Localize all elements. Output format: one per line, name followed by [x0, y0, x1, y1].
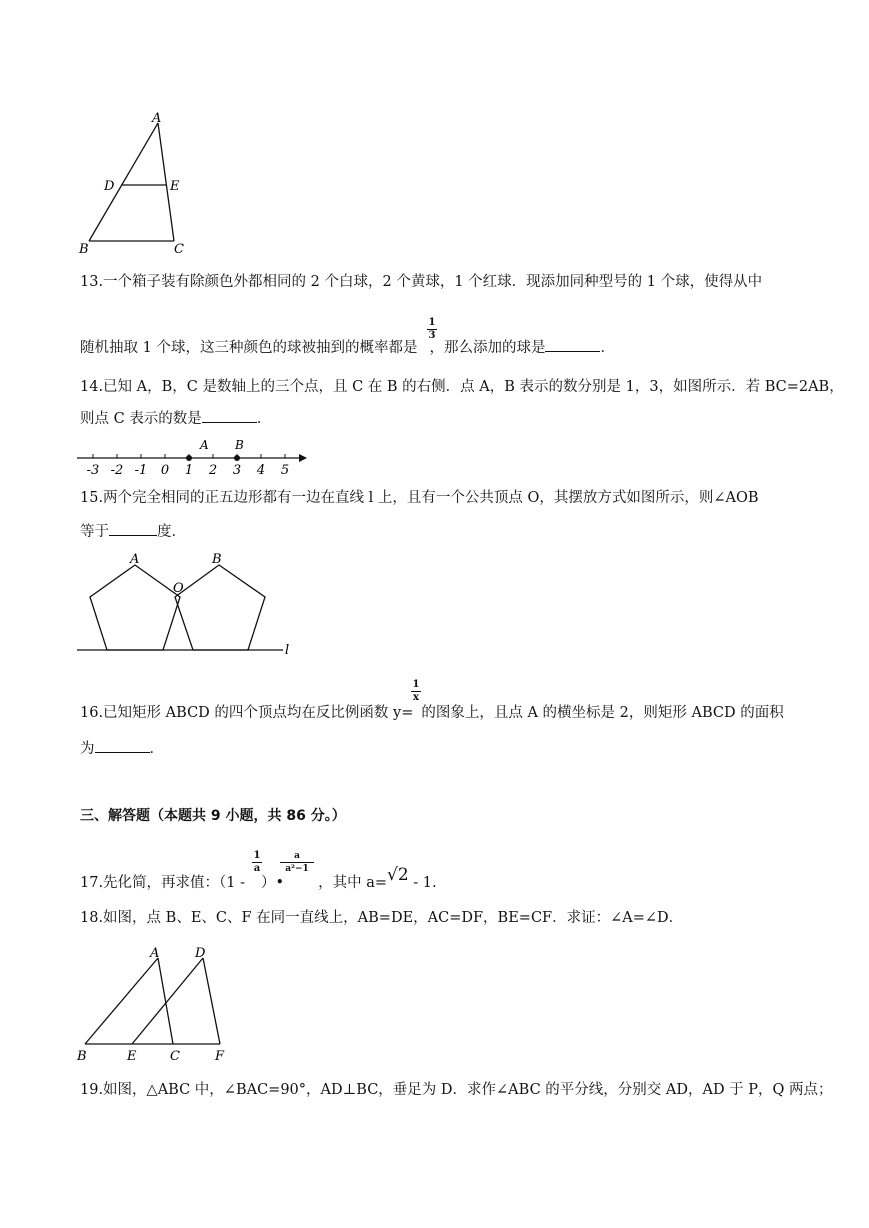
q18-line: 18.如图，点 B、E、C、F 在同一直线上，AB=DE，AC=DF，BE=CF．求证：∠A=∠D． — [80, 910, 684, 926]
q13-line2-text2: ，那么添加的球是 — [429, 340, 546, 356]
q16-line1-text: 16.已知矩形 ABCD 的四个顶点均在反比例函数 y= — [80, 705, 414, 721]
answer-blank[interactable] — [202, 408, 257, 423]
label-b: B — [79, 242, 89, 257]
q17-frac1-num: 1 — [253, 850, 261, 861]
triangles-figure — [70, 940, 240, 1065]
q15-line2-text: 等于 — [80, 524, 109, 540]
q15-line2 — [80, 521, 186, 542]
q16-line2-text: 为 — [80, 741, 95, 757]
label-b: B — [77, 1049, 87, 1064]
q17-fraction-1 — [252, 851, 262, 874]
q17-suffix2: - 1. — [408, 875, 437, 891]
q13-frac-num: 1 — [428, 317, 436, 328]
q19-line: 19.如图，△ABC 中，∠BAC=90°，AD⊥BC，垂足为 D．求作∠ABC 的平分线，分别交 AD，AD 于 P，Q 两点； — [80, 1082, 833, 1098]
point-b-label: B — [235, 438, 244, 452]
label-c: C — [170, 1049, 180, 1064]
q14-period: ． — [256, 411, 272, 427]
q16-line1-text2: 的图象上，且点 A 的横坐标是 2，则矩形 ABCD 的面积 — [421, 705, 784, 721]
label-a: A — [152, 111, 162, 126]
q17-mid: ）• — [261, 875, 285, 891]
q14-line1: 14.已知 A，B，C 是数轴上的三个点，且 C 在 B 的右侧．点 A，B 表示的数分别是 1，3，如图所示．若 BC=2AB， — [80, 379, 844, 395]
label-e: E — [127, 1049, 137, 1064]
label-b: B — [212, 552, 222, 567]
q16-period: ． — [149, 741, 164, 757]
q15-line2-text2: 度． — [157, 524, 186, 540]
tick-label: 4 — [256, 463, 266, 478]
q17-line — [80, 865, 437, 893]
tick-label: -3 — [86, 463, 100, 478]
label-a: A — [130, 552, 140, 567]
tick-label: -2 — [110, 463, 124, 478]
point-a-dot — [186, 455, 192, 461]
answer-blank[interactable] — [109, 521, 157, 536]
tick-label: -1 — [134, 463, 148, 478]
q16-line1 — [80, 703, 784, 723]
label-d: D — [104, 179, 115, 194]
label-l: l — [285, 643, 290, 658]
q17-frac2-num: a — [294, 851, 300, 861]
label-e: E — [170, 179, 180, 194]
point-b-dot — [234, 455, 240, 461]
label-c: C — [174, 242, 184, 257]
q16-frac-num: 1 — [412, 679, 420, 690]
triangle-figure — [70, 105, 200, 260]
label-f: F — [215, 1049, 225, 1064]
q13-frac-den: 3 — [428, 330, 436, 341]
q17-fraction-2 — [280, 851, 314, 874]
q16-frac-den: x — [413, 692, 419, 703]
q14-line2 — [80, 408, 271, 429]
tick-label: 3 — [232, 463, 242, 478]
q13-line1: 13.一个箱子装有除颜色外都相同的 2 个白球，2 个黄球，1 个红球．现添加同种型号的 1 个球，使得从中 — [80, 274, 763, 290]
tick-label: 0 — [160, 463, 170, 478]
answer-blank[interactable] — [545, 337, 600, 352]
q14-line2-text: 则点 C 表示的数是 — [80, 411, 202, 427]
label-d: D — [195, 946, 206, 961]
q13-line2-text: 随机抽取 1 个球，这三种颜色的球被抽到的概率都是 — [80, 340, 418, 356]
q17-prefix: 17.先化简，再求值：（1 - — [80, 875, 246, 891]
q17-suffix1: ，其中 a= — [318, 875, 388, 891]
q17-sqrt: √2 — [387, 865, 409, 885]
point-a-label: A — [200, 438, 209, 452]
q17-frac1-den: a — [253, 863, 261, 874]
number-line — [75, 436, 315, 478]
q17-frac2-den: a²−1 — [285, 864, 309, 874]
q16-fraction — [411, 680, 421, 703]
q15-line1: 15.两个完全相同的正五边形都有一边在直线 l 上，且有一个公共顶点 O，其摆放方式如图所示，则∠AOB — [80, 490, 759, 506]
tick-label: 2 — [208, 463, 218, 478]
label-a: A — [150, 946, 160, 961]
q16-line2 — [80, 738, 164, 759]
q13-period: ． — [600, 340, 615, 356]
tick-label: 5 — [280, 463, 290, 478]
answer-blank[interactable] — [95, 738, 150, 753]
section-heading: 三、解答题（本题共 9 小题，共 86 分。） — [80, 808, 346, 824]
label-o: O — [173, 581, 184, 596]
pentagons-figure — [75, 548, 300, 660]
tick-label: 1 — [184, 463, 194, 478]
q13-line2 — [80, 337, 615, 358]
